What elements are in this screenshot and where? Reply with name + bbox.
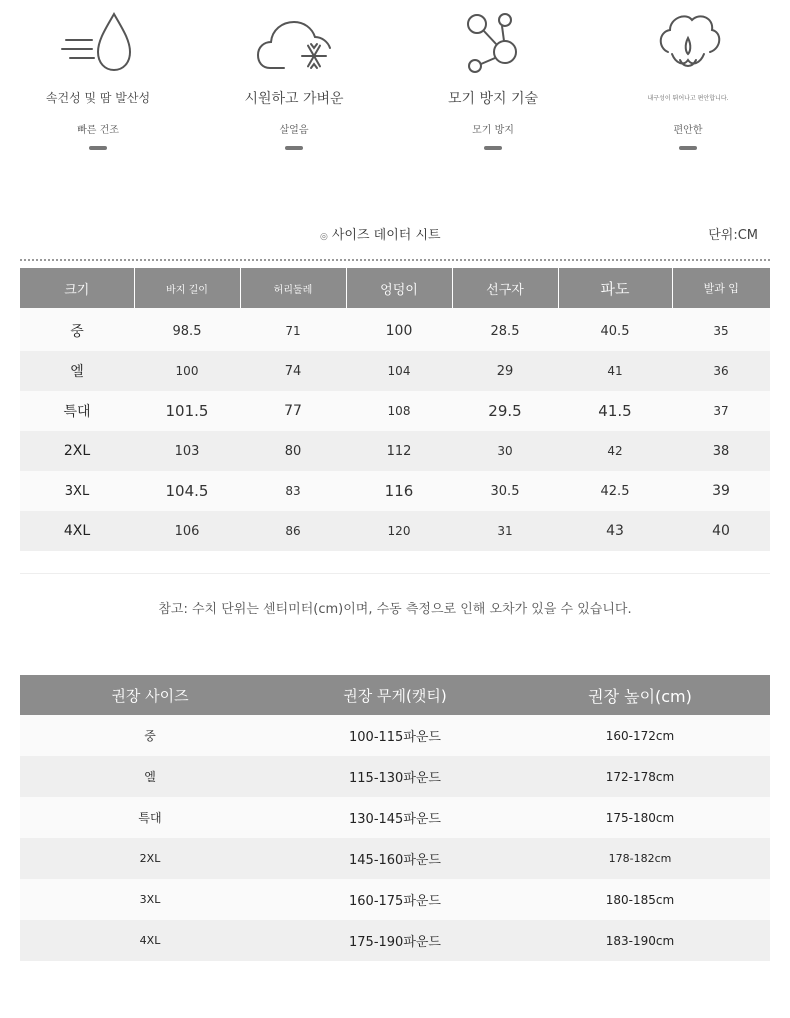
value-cell: 41.5 [558, 391, 672, 431]
feature-subtitle: 모기 방지 [472, 125, 514, 136]
value-cell: 43 [558, 511, 672, 551]
table-row [20, 431, 770, 471]
height-cell: 183-190cm [510, 920, 770, 961]
value-cell: 80 [240, 431, 346, 471]
quick-dry-droplet-icon [48, 8, 148, 74]
value-cell: 37 [672, 391, 770, 431]
size-cell: 특대 [20, 391, 134, 431]
table-header-row [20, 675, 770, 715]
feature-strip [0, 0, 790, 170]
feature-quick-dry [0, 0, 196, 170]
value-cell: 106 [134, 511, 240, 551]
cotton-flower-icon [638, 8, 738, 74]
value-cell: 40 [672, 511, 770, 551]
header-rise: 선구자 [452, 268, 558, 308]
size-chart-title-text: 사이즈 데이터 시트 [331, 228, 441, 243]
size-cell: 중 [20, 715, 280, 756]
table-row [20, 920, 770, 961]
table-row [20, 879, 770, 920]
value-cell: 103 [134, 431, 240, 471]
molecule-icon [443, 8, 543, 74]
feature-subtitle: 살얼음 [279, 125, 309, 136]
weight-cell: 145-160파운드 [280, 838, 510, 879]
value-cell: 71 [240, 308, 346, 351]
value-cell: 28.5 [452, 308, 558, 351]
table-row [20, 351, 770, 391]
height-cell: 180-185cm [510, 879, 770, 920]
header-pants-length: 바지 길이 [134, 268, 240, 308]
divider [679, 146, 697, 150]
height-cell: 160-172cm [510, 715, 770, 756]
size-chart-header [20, 222, 770, 246]
table-row [20, 756, 770, 797]
value-cell: 39 [672, 471, 770, 511]
size-cell: 4XL [20, 511, 134, 551]
value-cell: 30.5 [452, 471, 558, 511]
value-cell: 86 [240, 511, 346, 551]
size-cell: 엘 [20, 756, 280, 797]
measurement-note: 참고: 수치 단위는 센티미터(cm)이며, 수동 측정으로 인해 오차가 있을 수 있습니다. [158, 602, 632, 617]
height-cell: 178-182cm [510, 838, 770, 879]
header-recommended-size: 권장 사이즈 [20, 675, 280, 715]
value-cell: 116 [346, 471, 452, 511]
size-cell: 4XL [20, 920, 280, 961]
table-row [20, 838, 770, 879]
height-cell: 172-178cm [510, 756, 770, 797]
size-cell: 3XL [20, 879, 280, 920]
feature-anti-mosquito [395, 0, 591, 170]
value-cell: 36 [672, 351, 770, 391]
size-cell: 엘 [20, 351, 134, 391]
value-cell: 100 [134, 351, 240, 391]
size-data-table [20, 268, 770, 551]
bullet-icon: ◎ [320, 232, 328, 242]
weight-cell: 175-190파운드 [280, 920, 510, 961]
header-waist: 허리둘레 [240, 268, 346, 308]
value-cell: 100 [346, 308, 452, 351]
size-cell: 2XL [20, 431, 134, 471]
value-cell: 42 [558, 431, 672, 471]
value-cell: 42.5 [558, 471, 672, 511]
value-cell: 104.5 [134, 471, 240, 511]
value-cell: 108 [346, 391, 452, 431]
feature-title: 내구성이 뛰어나고 편안합니다. [647, 95, 729, 102]
value-cell: 77 [240, 391, 346, 431]
value-cell: 29 [452, 351, 558, 391]
header-thigh: 파도 [558, 268, 672, 308]
size-cell: 2XL [20, 838, 280, 879]
value-cell: 104 [346, 351, 452, 391]
header-hip: 엉덩이 [346, 268, 452, 308]
feature-cool-light [196, 0, 392, 170]
value-cell: 98.5 [134, 308, 240, 351]
value-cell: 35 [672, 308, 770, 351]
feature-durable-comfort [590, 0, 786, 170]
value-cell: 31 [452, 511, 558, 551]
value-cell: 74 [240, 351, 346, 391]
cloud-snowflake-icon [244, 8, 344, 74]
value-cell: 29.5 [452, 391, 558, 431]
section-divider [20, 573, 770, 574]
weight-cell: 130-145파운드 [280, 797, 510, 838]
weight-cell: 160-175파운드 [280, 879, 510, 920]
divider [89, 146, 107, 150]
weight-cell: 100-115파운드 [280, 715, 510, 756]
value-cell: 38 [672, 431, 770, 471]
value-cell: 120 [346, 511, 452, 551]
weight-cell: 115-130파운드 [280, 756, 510, 797]
dotted-divider [20, 259, 770, 261]
table-row [20, 471, 770, 511]
feature-title: 속건성 및 땀 발산성 [45, 91, 151, 105]
feature-title: 시원하고 가벼운 [244, 91, 344, 107]
header-size: 크기 [20, 268, 134, 308]
value-cell: 30 [452, 431, 558, 471]
table-row [20, 715, 770, 756]
table-row [20, 308, 770, 351]
table-row [20, 797, 770, 838]
value-cell: 83 [240, 471, 346, 511]
feature-subtitle: 빠른 건조 [77, 125, 119, 136]
value-cell: 41 [558, 351, 672, 391]
value-cell: 40.5 [558, 308, 672, 351]
header-recommended-height: 권장 높이(cm) [510, 675, 770, 715]
table-row [20, 511, 770, 551]
header-hem: 발과 입 [672, 268, 770, 308]
size-recommendation-table [20, 675, 770, 961]
feature-subtitle: 편안한 [673, 125, 703, 136]
size-chart-title [320, 224, 441, 243]
divider [484, 146, 502, 150]
value-cell: 101.5 [134, 391, 240, 431]
size-cell: 중 [20, 308, 134, 351]
size-chart-unit: 단위:CM [708, 228, 758, 243]
feature-title: 모기 방지 기술 [447, 91, 539, 107]
size-cell: 3XL [20, 471, 134, 511]
table-row [20, 391, 770, 431]
size-cell: 특대 [20, 797, 280, 838]
value-cell: 112 [346, 431, 452, 471]
divider [285, 146, 303, 150]
table-header-row [20, 268, 770, 308]
header-recommended-weight: 권장 무게(캣티) [280, 675, 510, 715]
height-cell: 175-180cm [510, 797, 770, 838]
